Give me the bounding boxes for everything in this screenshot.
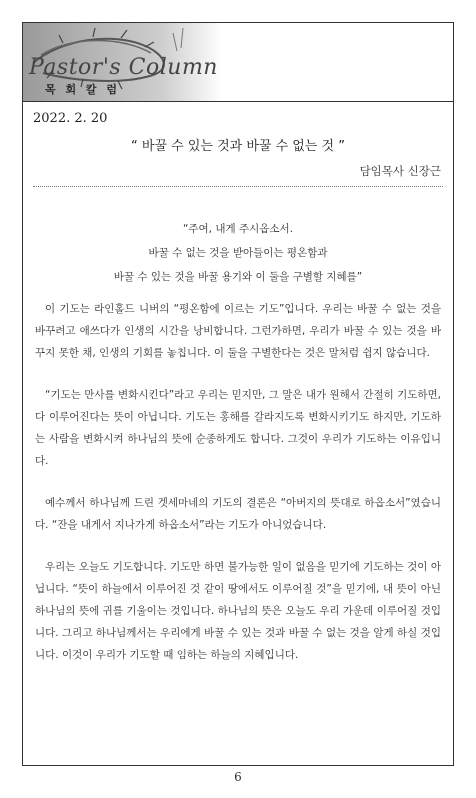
prayer-line: “주여, 내게 주시옵소서. xyxy=(182,223,294,235)
column-author: 담임목사 신장근 xyxy=(359,164,441,178)
banner-title: Pastor's Column xyxy=(29,55,218,80)
body-paragraph: 예수께서 하나님께 드린 겟세마네의 기도의 결론은 “아버지의 뜻대로 하옵소서”였습니다. “잔을 내게서 지나가게 하옵소서”라는 기도가 아니었습니다. xyxy=(35,497,441,531)
column-frame xyxy=(22,22,454,766)
column-banner xyxy=(23,23,453,102)
column-title: “ 바꿀 수 있는 것과 바꿀 수 없는 것 ” xyxy=(131,139,345,154)
body-paragraph: 우리는 오늘도 기도합니다. 기도만 하면 불가능한 일이 없음을 믿기에 기도하는 것이 아닙니다. “뜻이 하늘에서 이루어진 것 같이 땅에서도 이루어질 것”을 믿기에, 내 뜻이 아닌 하나님의 뜻에 귀를 기울이는 것입니다. 하나님의 뜻은 오늘도 우리 가운데 이루어질 것입니다. 그리고 하나님께서는 우리에게 바꿀 수 있는 것과 바꿀 수 없는 것을 알게 하실 것입니다. 이것이 우리가 기도할 때 임하는 하늘의 지혜입니다. xyxy=(35,561,441,661)
prayer-line: 바꿀 수 있는 것을 바꿀 용기와 이 둘을 구별할 지혜를” xyxy=(113,271,363,283)
column-body xyxy=(35,298,441,686)
page-number: 6 xyxy=(234,770,242,784)
banner-subtitle: 목 회 칼 럼 xyxy=(45,83,120,96)
column-date: 2022. 2. 20 xyxy=(33,111,108,126)
body-paragraph: 이 기도는 라인홀드 니버의 “평온함에 이르는 기도”입니다. 우리는 바꿀 수 없는 것을 바꾸려고 애쓰다가 인생의 시간을 낭비합니다. 그런가하면, 우리가 바꿀 수 있는 것을 바꾸지 못한 채, 인생의 기회를 놓칩니다. 이 둘을 구별한다는 것은 말처럼 쉽지 않습니다. xyxy=(35,303,441,359)
prayer-line: 바꿀 수 없는 것을 받아들이는 평온함과 xyxy=(148,247,328,259)
dotted-divider xyxy=(33,186,443,187)
serenity-prayer-quote xyxy=(23,217,453,289)
body-paragraph: “기도는 만사를 변화시킨다”라고 우리는 믿지만, 그 말은 내가 원해서 간절히 기도하면, 다 이루어진다는 뜻이 아닙니다. 기도는 홍해를 갈라지도록 변화시키기도 하지만, 기도하는 사람을 변화시켜 하나님의 뜻에 순종하게도 합니다. 그것이 우리가 기도하는 이유입니다. xyxy=(35,389,441,467)
